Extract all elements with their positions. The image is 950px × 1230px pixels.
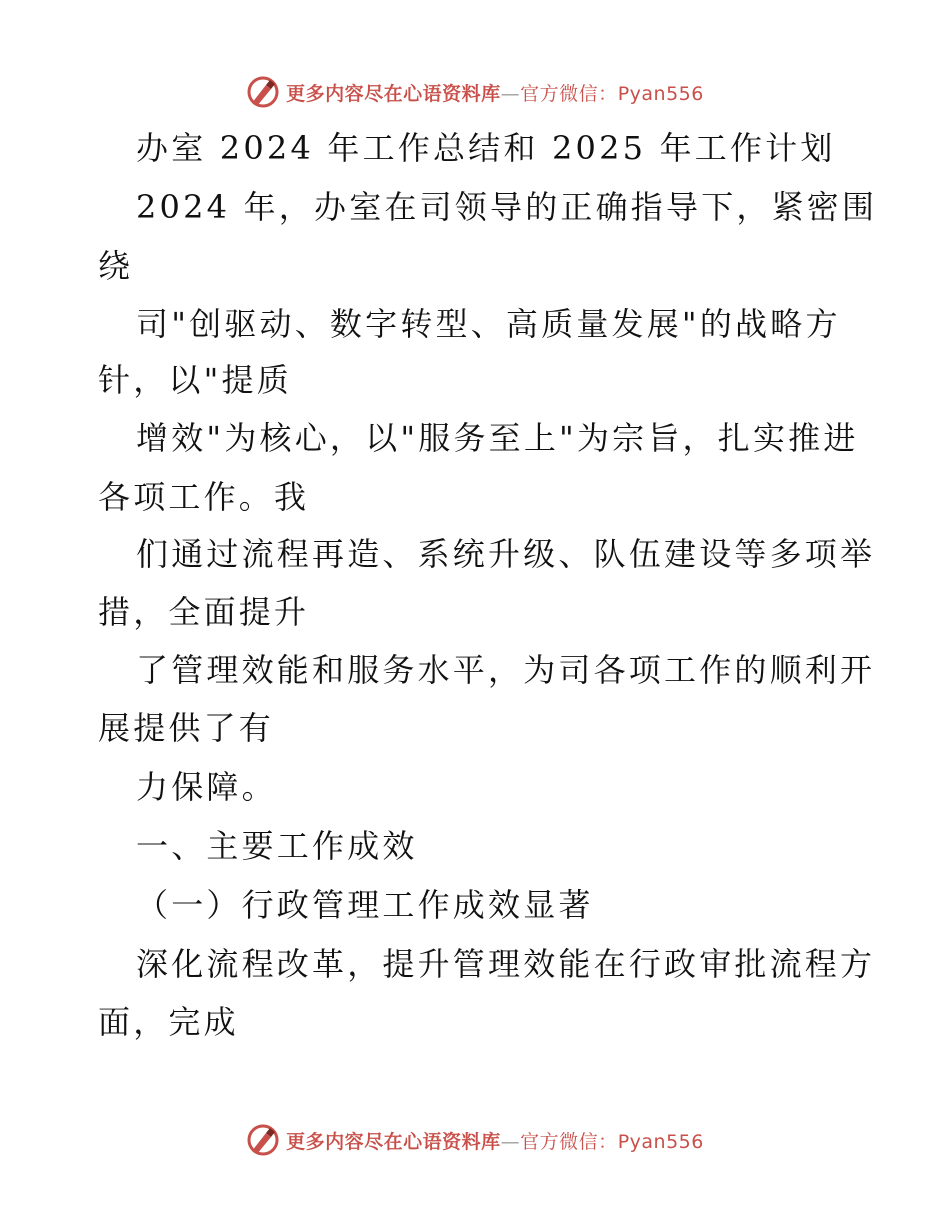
header-banner-dash: — — [500, 82, 521, 105]
header-banner-wechat-label: 官方微信： — [520, 82, 618, 105]
paragraph-line: 们通过流程再造、系统升级、队伍建设等多项举 — [136, 535, 876, 573]
footer-banner — [0, 1118, 950, 1162]
footer-banner-text — [286, 1127, 704, 1154]
paragraph-line: 展提供了有 — [98, 709, 275, 747]
footer-banner-main: 更多内容尽在心语资料库 — [286, 1130, 501, 1153]
paragraph-line: 增效"为核心，以"服务至上"为宗旨，扎实推进 — [136, 419, 859, 457]
paragraph-line: 面，完成 — [98, 1003, 239, 1041]
footer-banner-wechat-label: 官方微信： — [520, 1130, 618, 1153]
paragraph-line: 各项工作。我 — [98, 478, 310, 516]
paragraph-line: 司"创驱动、数字转型、高质量发展"的战略方 — [136, 305, 841, 343]
header-banner-main: 更多内容尽在心语资料库 — [286, 82, 501, 105]
pen-logo-icon — [246, 1123, 280, 1157]
paragraph-line: 2024 年，办室在司领导的正确指导下，紧密围 — [136, 188, 878, 226]
paragraph-line: 针，以"提质 — [98, 361, 292, 399]
paragraph-line: 绕 — [98, 247, 134, 285]
paragraph-line: 了管理效能和服务水平，为司各项工作的顺利开 — [136, 651, 876, 689]
paragraph-line: 力保障。 — [136, 768, 277, 806]
document-title: 办室 2024 年工作总结和 2025 年工作计划 — [136, 129, 836, 167]
footer-banner-dash: — — [500, 1130, 521, 1153]
subsection-heading: （一）行政管理工作成效显著 — [136, 886, 594, 924]
section-heading: 一、主要工作成效 — [136, 827, 418, 865]
header-banner-wechat-id: Pyan556 — [617, 82, 704, 105]
footer-banner-wechat-id: Pyan556 — [617, 1130, 704, 1153]
paragraph-line: 深化流程改革，提升管理效能在行政审批流程方 — [136, 945, 876, 983]
paragraph-line: 措，全面提升 — [98, 593, 310, 631]
